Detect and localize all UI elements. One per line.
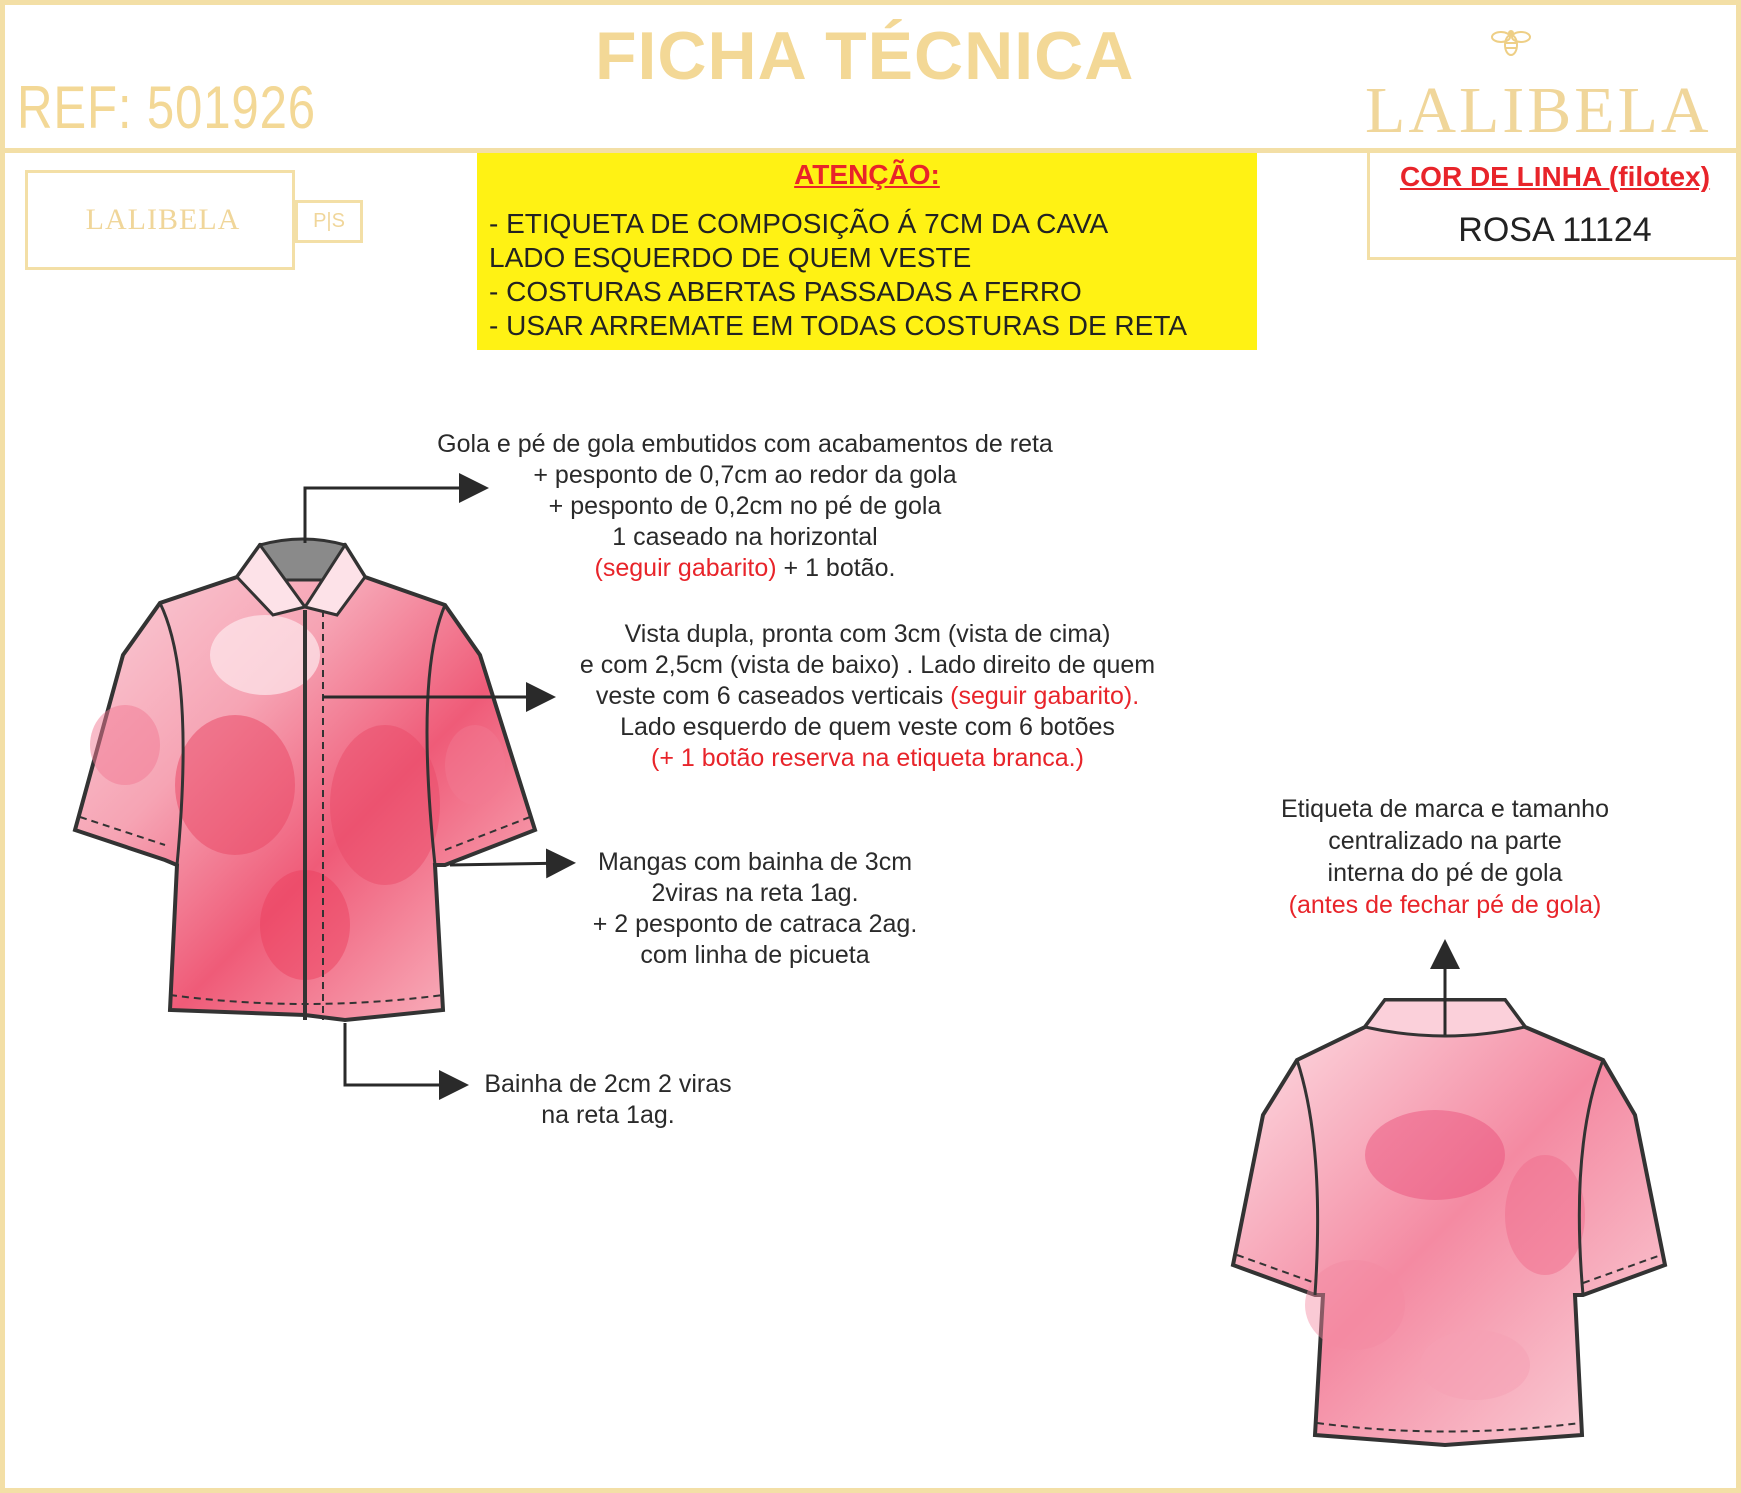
- page-title: FICHA TÉCNICA: [595, 18, 1135, 94]
- collar-note-line: Gola e pé de gola embutidos com acabamentos de reta: [437, 430, 1053, 458]
- hem-note-line: na reta 1ag.: [541, 1101, 675, 1129]
- placket-note: [535, 619, 1200, 774]
- size-tag: P|S: [295, 200, 363, 243]
- placket-note-red: (seguir gabarito).: [950, 682, 1140, 710]
- sleeve-note-line: Mangas com bainha de 3cm: [597, 848, 913, 876]
- sleeve-note-line: com linha de picueta: [640, 941, 870, 969]
- attention-line: - COSTURAS ABERTAS PASSADAS A FERRO: [489, 276, 1082, 307]
- attention-line: - USAR ARREMATE EM TODAS COSTURAS DE RETA: [489, 310, 1188, 341]
- collar-note-red: (seguir gabarito): [594, 554, 777, 582]
- sleeve-note-line: 2viras na reta 1ag.: [651, 879, 859, 907]
- placket-note-line: e com 2,5cm (vista de baixo) . Lado direito de quem: [579, 651, 1156, 679]
- placket-note-line: Lado esquerdo de quem veste com 6 botões: [620, 713, 1115, 741]
- brand-logo: LALIBELA: [1365, 74, 1712, 147]
- thread-color-title: COR DE LINHA (filotex): [1399, 161, 1711, 192]
- label-note: [1225, 793, 1665, 921]
- placket-note-line: Vista dupla, pronta com 3cm (vista de cima): [624, 620, 1111, 648]
- collar-note-line: [385, 553, 1105, 584]
- collar-note-line: + pesponto de 0,2cm no pé de gola: [548, 492, 942, 520]
- collar-note-rest: + 1 botão.: [776, 554, 896, 582]
- hem-note-line: Bainha de 2cm 2 viras: [484, 1070, 732, 1098]
- sleeve-note: [565, 847, 945, 971]
- sleeve-arrow: [450, 863, 570, 865]
- thread-color-value: ROSA 11124: [1458, 211, 1652, 249]
- label-note-line: interna do pé de gola: [1327, 859, 1563, 887]
- placket-note-red-line: (+ 1 botão reserva na etiqueta branca.): [651, 744, 1084, 772]
- attention-title: ATENÇÃO:: [794, 159, 940, 190]
- collar-note: [385, 429, 1105, 584]
- label-note-red-line: (antes de fechar pé de gola): [1288, 891, 1602, 919]
- label-note-line: Etiqueta de marca e tamanho: [1281, 795, 1609, 823]
- placket-note-line: [535, 681, 1200, 712]
- collar-note-line: 1 caseado na horizontal: [612, 523, 878, 551]
- tag-brand-text: LALIBELA: [85, 203, 241, 236]
- hem-note: [463, 1069, 753, 1131]
- attention-line: LADO ESQUERDO DE QUEM VESTE: [489, 242, 972, 273]
- front-shirt-drawing: [75, 539, 535, 1020]
- back-shirt-drawing: [1233, 1000, 1665, 1445]
- reference-code: REF: 501926: [17, 74, 316, 141]
- sleeve-note-line: + 2 pesponto de catraca 2ag.: [592, 910, 918, 938]
- placket-note-text: veste com 6 caseados verticais: [595, 682, 951, 710]
- attention-line: - ETIQUETA DE COMPOSIÇÃO Á 7CM DA CAVA: [489, 208, 1109, 239]
- label-note-line: centralizado na parte: [1328, 827, 1562, 855]
- collar-note-line: + pesponto de 0,7cm ao redor da gola: [533, 461, 957, 489]
- hem-arrow: [345, 1023, 463, 1085]
